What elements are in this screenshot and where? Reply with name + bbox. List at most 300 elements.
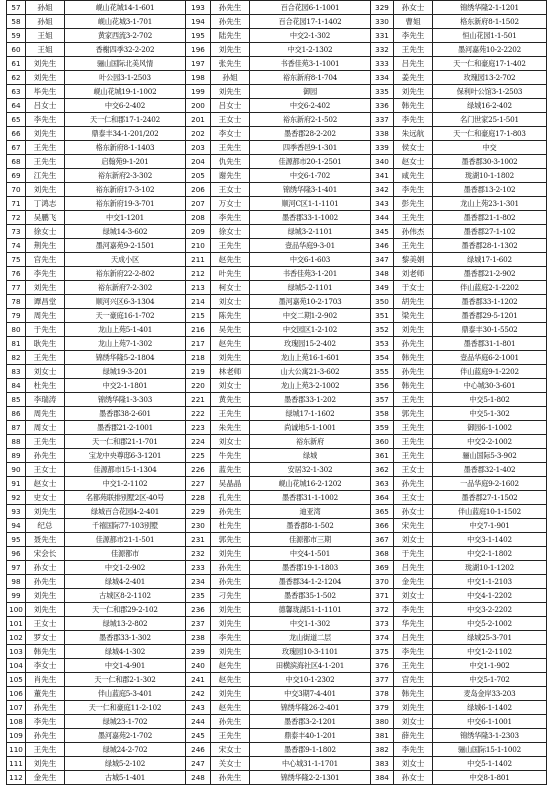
address-cell: 中交3期7-4-401 <box>250 687 371 701</box>
table-row <box>7 71 547 85</box>
customer-name-cell: 孙先生 <box>211 15 250 29</box>
customer-name-cell: 牛先生 <box>211 449 250 463</box>
customer-name-cell: 姜先生 <box>394 71 433 85</box>
customer-name-cell: 荆先生 <box>26 239 65 253</box>
row-number-cell: 368 <box>371 547 394 561</box>
customer-name-cell: 孙先生 <box>26 729 65 743</box>
customer-name-cell: 赵先生 <box>211 253 250 267</box>
customer-name-cell: 王先生 <box>394 449 433 463</box>
row-number-cell: 372 <box>371 603 394 617</box>
customer-name-cell: 吕先生 <box>394 561 433 575</box>
customer-name-cell: 刘女士 <box>211 295 250 309</box>
row-number-cell: 375 <box>371 645 394 659</box>
customer-name-cell: 孙先生 <box>211 715 250 729</box>
row-number-cell: 79 <box>7 309 26 323</box>
address-cell: 中交1-1-302 <box>250 617 371 631</box>
address-cell: 锦绣华隆3-1-401 <box>250 183 371 197</box>
address-cell: 恒山花园1-1-501 <box>433 29 547 43</box>
customer-name-cell: 张先生 <box>211 57 250 71</box>
address-cell: 玫瑰园10-3-1101 <box>250 645 371 659</box>
table-row <box>7 393 547 407</box>
table-row <box>7 435 547 449</box>
row-number-cell: 83 <box>7 365 26 379</box>
address-cell: 岘山花城19-1-1002 <box>65 85 186 99</box>
customer-name-cell: 刘先生 <box>211 687 250 701</box>
customer-name-cell: 刘先生 <box>211 645 250 659</box>
customer-name-cell: 王先生 <box>211 407 250 421</box>
row-number-cell: 239 <box>186 645 211 659</box>
row-number-cell: 331 <box>371 29 394 43</box>
table-row <box>7 715 547 729</box>
row-number-cell: 198 <box>186 71 211 85</box>
row-number-cell: 66 <box>7 127 26 141</box>
row-number-cell: 335 <box>371 85 394 99</box>
row-number-cell: 197 <box>186 57 211 71</box>
customer-name-cell: 李先生 <box>211 631 250 645</box>
address-cell: 墨河嘉苑10-2-1703 <box>250 295 371 309</box>
table-row <box>7 253 547 267</box>
address-cell: 墨香郡31-1-801 <box>433 337 547 351</box>
customer-name-cell: 肖先生 <box>26 673 65 687</box>
row-number-cell: 61 <box>7 57 26 71</box>
row-number-cell: 214 <box>186 295 211 309</box>
address-cell: 书香佳苑3-1-201 <box>250 267 371 281</box>
row-number-cell: 105 <box>7 673 26 687</box>
row-number-cell: 90 <box>7 463 26 477</box>
table-row <box>7 757 547 771</box>
customer-name-cell: 曹姐 <box>394 15 433 29</box>
row-number-cell: 344 <box>371 211 394 225</box>
customer-name-cell: 王先生 <box>394 211 433 225</box>
row-number-cell: 63 <box>7 85 26 99</box>
row-number-cell: 221 <box>186 393 211 407</box>
customer-name-cell: 孙姐 <box>26 15 65 29</box>
address-cell: 绿城3-2-1101 <box>250 225 371 239</box>
row-number-cell: 211 <box>186 253 211 267</box>
row-number-cell: 246 <box>186 743 211 757</box>
address-cell: 锦绣华隆5-2-1804 <box>65 351 186 365</box>
row-number-cell: 241 <box>186 673 211 687</box>
table-row <box>7 491 547 505</box>
table-row <box>7 295 547 309</box>
customer-name-cell: 吕女士 <box>211 99 250 113</box>
customer-name-cell: 纪总 <box>26 519 65 533</box>
address-cell: 墨香郡28-1-1302 <box>433 239 547 253</box>
row-number-cell: 200 <box>186 99 211 113</box>
row-number-cell: 345 <box>371 225 394 239</box>
customer-name-cell: 耿先生 <box>26 337 65 351</box>
address-cell: 墨香郡19-1-1803 <box>250 561 371 575</box>
address-cell: 裕东新府 <box>250 435 371 449</box>
row-number-cell: 99 <box>7 589 26 603</box>
customer-name-cell: 赵女士 <box>26 477 65 491</box>
address-cell: 中交7-1-901 <box>433 519 547 533</box>
row-number-cell: 232 <box>186 547 211 561</box>
table-row <box>7 169 547 183</box>
row-number-cell: 68 <box>7 155 26 169</box>
customer-name-cell: 万女士 <box>211 197 250 211</box>
address-cell: 佳源都市21-1-501 <box>65 533 186 547</box>
address-cell: 天一仁和郡21-1-701 <box>65 435 186 449</box>
customer-name-cell: 孙先生 <box>211 505 250 519</box>
address-cell: 绿城17-1-1602 <box>250 407 371 421</box>
row-number-cell: 203 <box>186 141 211 155</box>
customer-name-cell: 谢先生 <box>211 169 250 183</box>
row-number-cell: 236 <box>186 603 211 617</box>
address-cell: 香榭四季32-2-202 <box>65 43 186 57</box>
customer-name-cell: 刘先生 <box>26 281 65 295</box>
table-row <box>7 43 547 57</box>
address-cell: 中交1-4-901 <box>65 659 186 673</box>
address-cell: 千禧国际77-103别墅 <box>65 519 186 533</box>
address-cell: 伴山蓝庭9-1-2202 <box>433 365 547 379</box>
customer-name-cell: 郭先生 <box>394 407 433 421</box>
customer-name-cell: 孙伟杰 <box>394 225 433 239</box>
address-cell: 佳源都市三期 <box>250 533 371 547</box>
customer-name-cell: 王先生 <box>394 659 433 673</box>
customer-name-cell: 刁先生 <box>211 589 250 603</box>
row-number-cell: 64 <box>7 99 26 113</box>
address-cell: 岘山花城16-2-1202 <box>250 477 371 491</box>
customer-name-cell: 王女士 <box>211 113 250 127</box>
row-number-cell: 218 <box>186 351 211 365</box>
address-cell: 中交1-1201 <box>65 211 186 225</box>
address-cell: 裕东新府2-1-502 <box>250 113 371 127</box>
row-number-cell: 233 <box>186 561 211 575</box>
table-row <box>7 673 547 687</box>
customer-name-cell: 刘先生 <box>394 85 433 99</box>
row-number-cell: 77 <box>7 281 26 295</box>
row-number-cell: 98 <box>7 575 26 589</box>
row-number-cell: 201 <box>186 113 211 127</box>
row-number-cell: 220 <box>186 379 211 393</box>
address-cell: 墨香郡27-1-102 <box>433 225 547 239</box>
row-number-cell: 225 <box>186 449 211 463</box>
row-number-cell: 333 <box>371 57 394 71</box>
row-number-cell: 216 <box>186 323 211 337</box>
customer-name-cell: 赵女士 <box>394 155 433 169</box>
row-number-cell: 194 <box>186 15 211 29</box>
customer-name-cell: 吴晶晶 <box>211 477 250 491</box>
address-cell: 锦绣华隆26-2-401 <box>250 701 371 715</box>
row-number-cell: 353 <box>371 337 394 351</box>
row-number-cell: 235 <box>186 589 211 603</box>
table-row <box>7 127 547 141</box>
row-number-cell: 224 <box>186 435 211 449</box>
address-cell: 墨香郡9-1-1802 <box>250 743 371 757</box>
row-number-cell: 351 <box>371 309 394 323</box>
table-row <box>7 99 547 113</box>
address-cell: 绿城 <box>250 449 371 463</box>
address-cell: 佳源都市20-1-2501 <box>250 155 371 169</box>
address-cell: 中交3-2-2202 <box>433 603 547 617</box>
row-number-cell: 357 <box>371 393 394 407</box>
customer-name-cell: 孙先生 <box>26 701 65 715</box>
address-cell: 山大公寓21-3-602 <box>250 365 371 379</box>
customer-name-cell: 咸先生 <box>394 169 433 183</box>
row-number-cell: 339 <box>371 141 394 155</box>
address-cell: 龙山街道二层 <box>250 631 371 645</box>
address-cell: 绿城17-1-602 <box>433 253 547 267</box>
customer-name-cell: 李先生 <box>211 211 250 225</box>
address-cell: 绿城百合花园4-2-401 <box>65 505 186 519</box>
customer-name-cell: 刘女士 <box>394 715 433 729</box>
address-cell: 伴山蓝庭2-1-2202 <box>433 281 547 295</box>
row-number-cell: 207 <box>186 197 211 211</box>
row-number-cell: 60 <box>7 43 26 57</box>
address-cell: 中交1-2-1102 <box>433 645 547 659</box>
address-cell: 绿城14-3-602 <box>65 225 186 239</box>
row-number-cell: 352 <box>371 323 394 337</box>
row-number-cell: 67 <box>7 141 26 155</box>
address-cell: 田横滨海社区4-1-201 <box>250 659 371 673</box>
address-cell: 绿城4-1-302 <box>65 645 186 659</box>
row-number-cell: 360 <box>371 435 394 449</box>
table-row <box>7 533 547 547</box>
customer-name-cell: 周先生 <box>26 309 65 323</box>
table-row <box>7 57 547 71</box>
customer-name-cell: 朱远航 <box>394 127 433 141</box>
customer-name-cell: 孙女士 <box>26 561 65 575</box>
address-cell: 中交园区1-2-102 <box>250 323 371 337</box>
row-number-cell: 104 <box>7 659 26 673</box>
customer-name-cell: 杜先生 <box>211 519 250 533</box>
row-number-cell: 82 <box>7 351 26 365</box>
table-row <box>7 239 547 253</box>
row-number-cell: 380 <box>371 715 394 729</box>
customer-name-cell: 韩先生 <box>394 99 433 113</box>
row-number-cell: 217 <box>186 337 211 351</box>
customer-name-cell: 王先生 <box>211 729 250 743</box>
row-number-cell: 329 <box>371 1 394 15</box>
customer-name-cell: 孙先生 <box>394 337 433 351</box>
address-cell: 墨香郡8-1-502 <box>250 519 371 533</box>
customer-name-cell: 李女士 <box>211 127 250 141</box>
row-number-cell: 358 <box>371 407 394 421</box>
address-cell: 中交3-1-1402 <box>433 533 547 547</box>
address-cell: 岘山花城3-1-701 <box>65 15 186 29</box>
row-number-cell: 100 <box>7 603 26 617</box>
row-number-cell: 101 <box>7 617 26 631</box>
table-row <box>7 113 547 127</box>
customer-name-cell: 赵先生 <box>211 673 250 687</box>
row-number-cell: 110 <box>7 743 26 757</box>
address-cell: 黄家西流3-2-702 <box>65 29 186 43</box>
customer-name-cell: 王先生 <box>394 239 433 253</box>
customer-name-cell: 韩先生 <box>394 687 433 701</box>
customer-name-cell: 王先生 <box>394 435 433 449</box>
table-row <box>7 323 547 337</box>
table-row <box>7 29 547 43</box>
customer-name-cell: 吴鹏飞 <box>26 211 65 225</box>
customer-name-cell: 宋女士 <box>211 743 250 757</box>
customer-name-cell: 孔先生 <box>211 491 250 505</box>
row-number-cell: 212 <box>186 267 211 281</box>
row-number-cell: 356 <box>371 379 394 393</box>
address-cell: 四季香邑9-1-301 <box>250 141 371 155</box>
row-number-cell: 202 <box>186 127 211 141</box>
customer-name-cell: 于先生 <box>394 547 433 561</box>
row-number-cell: 349 <box>371 281 394 295</box>
row-number-cell: 383 <box>371 757 394 771</box>
customer-name-cell: 刘先生 <box>26 757 65 771</box>
customer-name-cell: 薛先生 <box>394 729 433 743</box>
address-cell: 天一仁和豪庭17-1-402 <box>433 57 547 71</box>
customer-name-cell: 刘女士 <box>394 589 433 603</box>
customer-name-cell: 王姐 <box>26 29 65 43</box>
customer-name-cell: 刘先生 <box>211 547 250 561</box>
table-row <box>7 659 547 673</box>
row-number-cell: 338 <box>371 127 394 141</box>
customer-name-cell: 王姐 <box>26 43 65 57</box>
row-number-cell: 102 <box>7 631 26 645</box>
customer-name-cell: 李先生 <box>394 645 433 659</box>
address-cell: 墨香郡13-2-102 <box>433 183 547 197</box>
row-number-cell: 76 <box>7 267 26 281</box>
row-number-cell: 57 <box>7 1 26 15</box>
table-row <box>7 309 547 323</box>
customer-name-cell: 周先生 <box>26 407 65 421</box>
address-cell: 尚诚地5-1-1001 <box>250 421 371 435</box>
row-number-cell: 379 <box>371 701 394 715</box>
row-number-cell: 84 <box>7 379 26 393</box>
customer-name-cell: 董先生 <box>26 687 65 701</box>
customer-name-cell: 孙先生 <box>211 1 250 15</box>
row-number-cell: 363 <box>371 477 394 491</box>
customer-name-cell: 罗女士 <box>26 631 65 645</box>
table-row <box>7 365 547 379</box>
row-number-cell: 366 <box>371 519 394 533</box>
customer-name-cell: 王先生 <box>394 421 433 435</box>
table-row <box>7 771 547 785</box>
address-cell: 顺河C区1-1-1101 <box>250 197 371 211</box>
address-cell: 锦绣华隆2-2-1301 <box>250 771 371 785</box>
customer-name-cell: 孙先生 <box>394 365 433 379</box>
row-number-cell: 72 <box>7 211 26 225</box>
address-cell: 龙山上苑7-1-302 <box>65 337 186 351</box>
customer-name-cell: 叶先生 <box>211 267 250 281</box>
customer-name-cell: 王先生 <box>211 239 250 253</box>
address-cell: 保利叶公馆3-1-2503 <box>433 85 547 99</box>
row-number-cell: 384 <box>371 771 394 785</box>
row-number-cell: 59 <box>7 29 26 43</box>
row-number-cell: 336 <box>371 99 394 113</box>
customer-name-cell: 孙女士 <box>394 771 433 785</box>
row-number-cell: 74 <box>7 239 26 253</box>
customer-name-cell: 孙先生 <box>26 449 65 463</box>
row-number-cell: 210 <box>186 239 211 253</box>
address-cell: 天一仁和豪庭17-1-803 <box>433 127 547 141</box>
address-cell: 裕东新府22-2-802 <box>65 267 186 281</box>
address-cell: 名门世家25-1-501 <box>433 113 547 127</box>
address-cell: 中交5-2-1002 <box>433 617 547 631</box>
row-number-cell: 97 <box>7 561 26 575</box>
row-number-cell: 109 <box>7 729 26 743</box>
customer-name-cell: 宋先生 <box>394 519 433 533</box>
address-cell: 珑湖10-1-1202 <box>433 561 547 575</box>
address-cell: 名都苑联排别墅2区-40号 <box>65 491 186 505</box>
row-number-cell: 354 <box>371 351 394 365</box>
customer-name-cell: 黎美娟 <box>394 253 433 267</box>
row-number-cell: 242 <box>186 687 211 701</box>
row-number-cell: 378 <box>371 687 394 701</box>
row-number-cell: 205 <box>186 169 211 183</box>
table-row <box>7 701 547 715</box>
address-cell: 骊山国际5-3-902 <box>433 449 547 463</box>
row-number-cell: 70 <box>7 183 26 197</box>
customer-name-cell: 孙先生 <box>211 575 250 589</box>
address-cell: 墨河嘉苑9-2-1501 <box>65 239 186 253</box>
address-cell: 中交2-1-1802 <box>433 547 547 561</box>
row-number-cell: 234 <box>186 575 211 589</box>
address-cell: 安居32-1-302 <box>250 463 371 477</box>
customer-name-cell: 关女士 <box>211 757 250 771</box>
address-cell: 骊山国际北美风情 <box>65 57 186 71</box>
customer-name-cell: 孙女士 <box>394 1 433 15</box>
row-number-cell: 227 <box>186 477 211 491</box>
customer-name-cell: 韩先生 <box>26 645 65 659</box>
table-row <box>7 603 547 617</box>
table-row <box>7 85 547 99</box>
customer-name-cell: 孙先生 <box>394 477 433 491</box>
row-number-cell: 71 <box>7 197 26 211</box>
customer-name-cell: 刘先生 <box>211 85 250 99</box>
customer-name-cell: 王先生 <box>26 435 65 449</box>
customer-name-cell: 林老师 <box>211 365 250 379</box>
customer-name-cell: 宫先生 <box>26 253 65 267</box>
row-number-cell: 81 <box>7 337 26 351</box>
address-cell: 古城区8-2-1102 <box>65 589 186 603</box>
address-cell: 绿城25-3-701 <box>433 631 547 645</box>
row-number-cell: 226 <box>186 463 211 477</box>
table-row <box>7 463 547 477</box>
row-number-cell: 382 <box>371 743 394 757</box>
row-number-cell: 376 <box>371 659 394 673</box>
table-row <box>7 687 547 701</box>
customer-name-cell: 仇先生 <box>211 155 250 169</box>
table-row <box>7 477 547 491</box>
customer-name-cell: 刘先生 <box>26 71 65 85</box>
row-number-cell: 359 <box>371 421 394 435</box>
customer-name-cell: 孙姐 <box>211 71 250 85</box>
customer-name-cell: 宫先生 <box>394 673 433 687</box>
address-cell: 墨河嘉苑10-2-2202 <box>433 43 547 57</box>
customer-name-cell: 王女士 <box>394 491 433 505</box>
row-number-cell: 208 <box>186 211 211 225</box>
row-number-cell: 106 <box>7 687 26 701</box>
customer-name-cell: 郭先生 <box>211 533 250 547</box>
address-cell: 中交1-2-1102 <box>65 477 186 491</box>
address-cell: 玫瑰园15-2-402 <box>250 337 371 351</box>
address-cell: 绿城4-2-401 <box>65 575 186 589</box>
address-cell: 天一仁和郡29-2-102 <box>65 603 186 617</box>
customer-name-cell: 胡先生 <box>394 295 433 309</box>
row-number-cell: 193 <box>186 1 211 15</box>
customer-name-cell: 赵先生 <box>211 659 250 673</box>
customer-name-cell: 徐女士 <box>26 225 65 239</box>
row-number-cell: 228 <box>186 491 211 505</box>
customer-name-cell: 刘先生 <box>26 603 65 617</box>
table-row <box>7 141 547 155</box>
row-number-cell: 86 <box>7 407 26 421</box>
table-row <box>7 211 547 225</box>
customer-name-cell: 朱先生 <box>211 421 250 435</box>
address-cell: 百合花园6-1-1001 <box>250 1 371 15</box>
row-number-cell: 231 <box>186 533 211 547</box>
customer-name-cell: 黄先生 <box>211 393 250 407</box>
address-cell: 伴山蓝庭5-3-401 <box>65 687 186 701</box>
address-cell: 壹品华庭6-2-1001 <box>433 351 547 365</box>
